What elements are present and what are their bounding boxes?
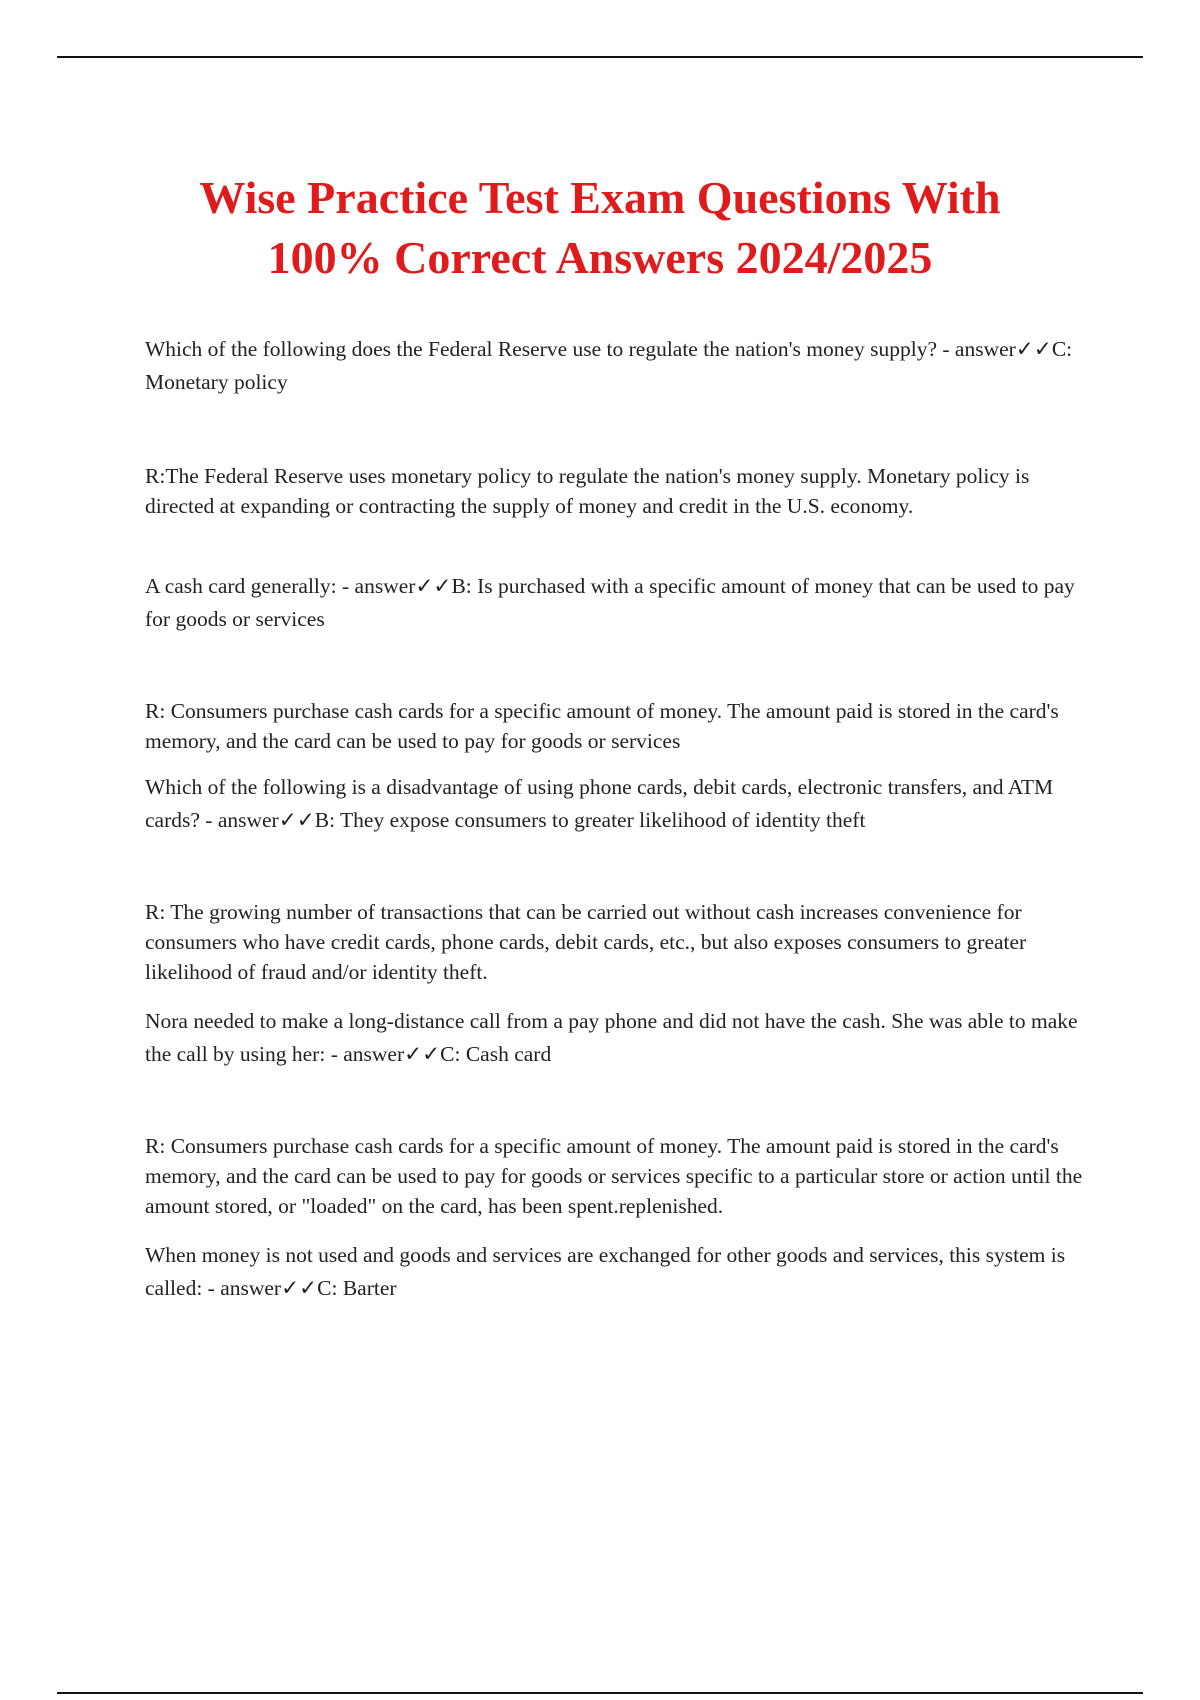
- question-1: Which of the following does the Federal Reserve use to regulate the nation's money supply? - answer✓✓C: Monetary policy: [145, 337, 1073, 394]
- title-line-2: 100% Correct Answers 2024/2025: [267, 232, 933, 283]
- question-5: When money is not used and goods and services are exchanged for other goods and services, this system is called: - answer✓✓C: Barter: [145, 1243, 1066, 1300]
- top-rule: [57, 56, 1143, 58]
- rationale-1: R:The Federal Reserve uses monetary policy to regulate the nation's money supply. Monetary policy is directed at expanding or contracting the supply of money and credit in the U.S. economy.: [145, 464, 1030, 518]
- question-4: Nora needed to make a long-distance call from a pay phone and did not have the cash. She was able to make the call by using her: - answer✓✓C: Cash card: [145, 1009, 1078, 1066]
- document-title: [60, 168, 1140, 288]
- bottom-rule: [57, 1692, 1143, 1694]
- rationale-4: R: Consumers purchase cash cards for a specific amount of money. The amount paid is stored in the card's memory, and the card can be used to pay for goods or services specific to a particular store or action until the amount stored, or "loaded" on the card, has been spent.replenished.: [145, 1134, 1083, 1218]
- rationale-2: R: Consumers purchase cash cards for a specific amount of money. The amount paid is stored in the card's memory, and the card can be used to pay for goods or services: [145, 699, 1059, 753]
- question-2: A cash card generally: - answer✓✓B: Is purchased with a specific amount of money that can be used to pay for goods or services: [145, 574, 1075, 631]
- title-line-1: Wise Practice Test Exam Questions With: [199, 172, 1001, 223]
- rationale-3: R: The growing number of transactions that can be carried out without cash increases convenience for consumers who have credit cards, phone cards, debit cards, etc., but also exposes consumers to greater likelihood of fraud and/or identity theft.: [145, 900, 1027, 984]
- question-3: Which of the following is a disadvantage of using phone cards, debit cards, electronic transfers, and ATM cards? - answer✓✓B: They expose consumers to greater likelihood of identity theft: [145, 775, 1054, 832]
